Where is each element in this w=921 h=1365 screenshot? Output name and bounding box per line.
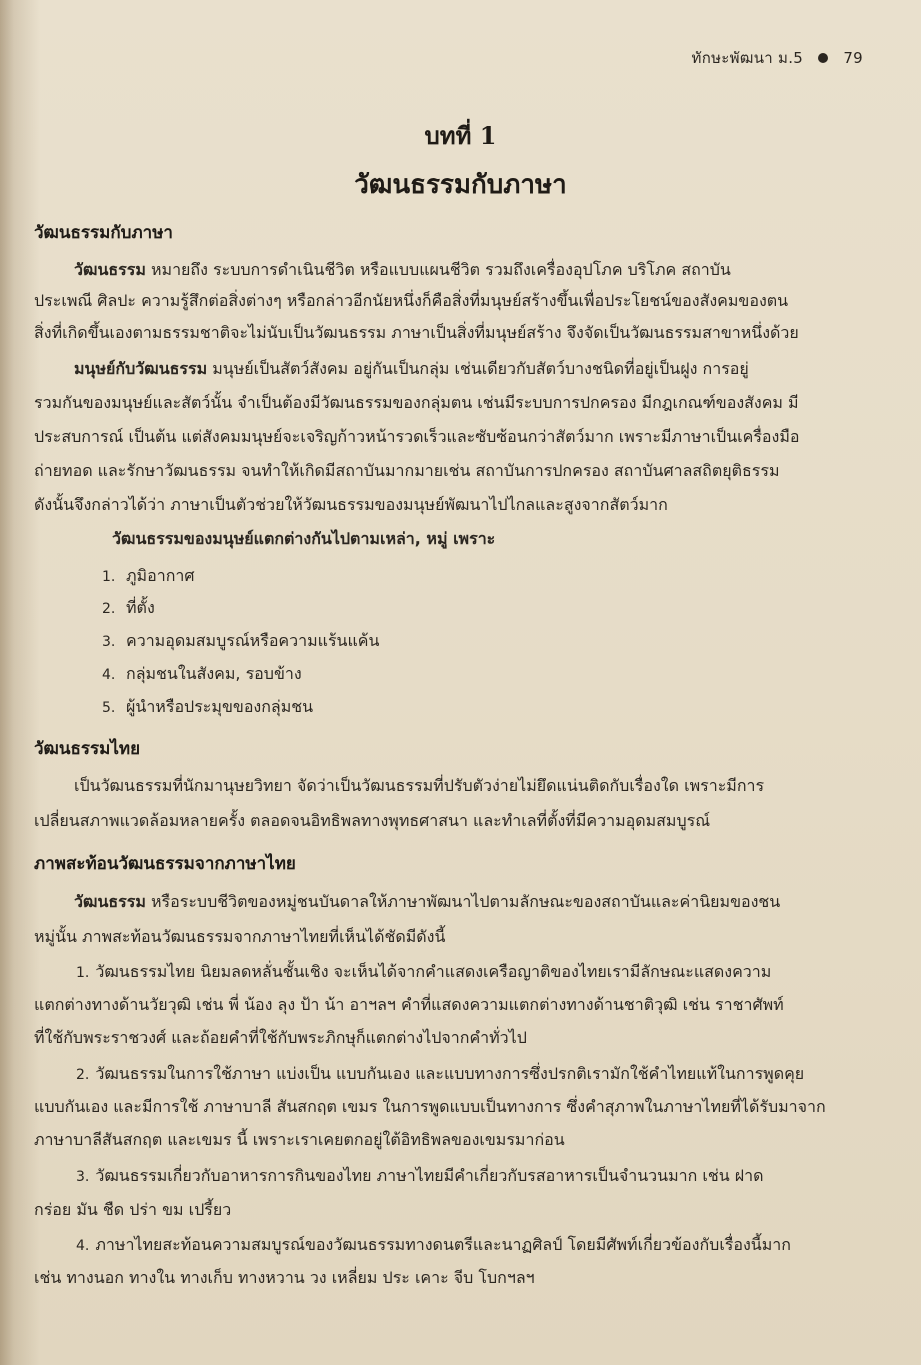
paragraph-line [74, 358, 749, 380]
paragraph-line: เป็นวัฒนธรรมที่นักมานุษยวิทยา จัดว่าเป็นวัฒนธรรมที่ปรับตัวง่ายไม่ยึดแน่นติดกับเรื่องใด เพราะมีการ [74, 776, 765, 795]
list-item [102, 630, 379, 653]
list-item-text: ผู้นำหรือประมุขของกลุ่มชน [126, 697, 314, 716]
paragraph-text: วัฒนธรรมในการใช้ภาษา แบ่งเป็น แบบกันเอง และแบบทางการซึ่งปรกติเรามักใช้คำไทยแท้ในการพูดคุย [95, 1064, 805, 1083]
paragraph-text: มนุษย์เป็นสัตว์สังคม อยู่กันเป็นกลุ่ม เช่นเดียวกับสัตว์บางชนิดที่อยู่เป็นฝูง การอยู่ [212, 359, 749, 378]
paragraph-line: แตกต่างทางด้านวัยวุฒิ เช่น พี่ น้อง ลุง ป้า น้า อาฯลฯ คำที่แสดงความแตกต่างทางด้านชาติวุฒิ เช่น ราชาศัพท์ [34, 995, 784, 1014]
list-item [102, 597, 155, 620]
book-title: ทักษะพัฒนา ม.5 [691, 49, 804, 67]
list-item [102, 696, 313, 719]
section-heading-reflection: ภาพสะท้อนวัฒนธรรมจากภาษาไทย [34, 854, 296, 874]
section-heading-culture-language: วัฒนธรรมกับภาษา [34, 223, 173, 243]
numbered-paragraph [76, 1063, 804, 1086]
paragraph-line: ดังนั้นจึงกล่าวได้ว่า ภาษาเป็นตัวช่วยให้วัฒนธรรมของมนุษย์พัฒนาไปไกลและสูงจากสัตว์มาก [34, 495, 668, 514]
list-item-number: 5. [102, 700, 116, 716]
list-item-number: 3. [102, 634, 116, 650]
paragraph-text: หรือระบบชีวิตของหมู่ชนบันดาลให้ภาษาพัฒนาไปตามลักษณะของสถาบันและค่านิยมของชน [150, 892, 781, 911]
paragraph-line [74, 259, 731, 281]
numbered-paragraph [76, 1165, 764, 1188]
paragraph-line: เปลี่ยนสภาพแวดล้อมหลายครั้ง ตลอดจนอิทธิพลทางพุทธศาสนา และทำเลที่ตั้งที่มีความอุดมสมบูรณ์ [34, 811, 711, 830]
list-item [102, 565, 195, 588]
numbered-paragraph [76, 961, 771, 984]
paragraph-line: สิ่งที่เกิดขึ้นเองตามธรรมชาติจะไม่นับเป็นวัฒนธรรม ภาษาเป็นสิ่งที่มนุษย์สร้าง จึงจัดเป็นวัฒนธรรมสาขาหนึ่งด้วย [34, 323, 799, 342]
paragraph-line: แบบกันเอง และมีการใช้ ภาษาบาลี สันสกฤต เขมร ในการพูดแบบเป็นทางการ ซึ่งคำสุภาพในภาษาไทยที่ได้รับมาจาก [34, 1097, 826, 1116]
list-item-number: 1. [102, 569, 116, 585]
term-culture: วัฒนธรรม [74, 892, 146, 911]
chapter-title: วัฒนธรรมกับภาษา [354, 170, 567, 200]
paragraph-text: ภาษาไทยสะท้อนความสมบูรณ์ของวัฒนธรรมทางดนตรีและนาฏศิลป์ โดยมีศัพท์เกี่ยวข้องกับเรื่องนี้มาก [95, 1235, 791, 1254]
list-item-text: ที่ตั้ง [126, 598, 155, 617]
term-human-culture: มนุษย์กับวัฒนธรรม [74, 359, 208, 378]
paragraph-line: เช่น ทางนอก ทางใน ทางเก็บ ทางหวาน วง เหลี่ยม ประ เคาะ จีบ โบกฯลฯ [34, 1268, 535, 1287]
paragraph-text: หมายถึง ระบบการดำเนินชีวิต หรือแบบแผนชีวิต รวมถึงเครื่องอุปโภค บริโภค สถาบัน [150, 260, 731, 279]
item-number: 3. [76, 1169, 90, 1185]
page-number: 79 [843, 49, 863, 67]
list-item-text: ความอุดมสมบูรณ์หรือความแร้นแค้น [126, 631, 380, 650]
paragraph-line: หมู่นั้น ภาพสะท้อนวัฒนธรรมจากภาษาไทยที่เห็นได้ชัดมีดังนี้ [34, 927, 446, 946]
list-heading: วัฒนธรรมของมนุษย์แตกต่างกันไปตามเหล่า, หมู่ เพราะ [112, 529, 496, 548]
section-heading-thai-culture: วัฒนธรรมไทย [34, 739, 141, 759]
bullet-dot-icon [818, 53, 828, 63]
item-number: 4. [76, 1238, 90, 1254]
item-number: 2. [76, 1067, 90, 1083]
paragraph-line [74, 891, 780, 913]
numbered-paragraph [76, 1234, 791, 1257]
paragraph-line: ภาษาบาลีสันสกฤต และเขมร นี้ เพราะเราเคยตกอยู่ใต้อิทธิพลของเขมรมาก่อน [34, 1130, 565, 1149]
list-item-number: 4. [102, 667, 116, 683]
list-item-number: 2. [102, 601, 116, 617]
paragraph-line: ถ่ายทอด และรักษาวัฒนธรรม จนทำให้เกิดมีสถาบันมากมายเช่น สถาบันการปกครอง สถาบันศาลสถิตยุติธรรม [34, 461, 780, 480]
running-header [692, 46, 863, 70]
paragraph-text: วัฒนธรรมเกี่ยวกับอาหารการกินของไทย ภาษาไทยมีคำเกี่ยวกับรสอาหารเป็นจำนวนมาก เช่น ฝาด [95, 1166, 764, 1185]
paragraph-line: รวมกันของมนุษย์และสัตว์นั้น จำเป็นต้องมีวัฒนธรรมของกลุ่มตน เช่นมีระบบการปกครอง มีกฎเกณฑ์ของสังคม มี [34, 393, 799, 412]
chapter-number: บทที่ 1 [424, 121, 497, 150]
paragraph-line: ประเพณี ศิลปะ ความรู้สึกต่อสิ่งต่างๆ หรือกล่าวอีกนัยหนึ่งก็คือสิ่งที่มนุษย์สร้างขึ้นเพื่อประโยชน์ของสังคมของตน [34, 291, 789, 310]
paragraph-line: กร่อย มัน ชืด ปร่า ขม เปรี้ยว [34, 1200, 232, 1219]
list-item [102, 663, 302, 686]
item-number: 1. [76, 965, 90, 981]
list-item-text: กลุ่มชนในสังคม, รอบข้าง [126, 664, 302, 683]
paragraph-line: ประสบการณ์ เป็นต้น แต่สังคมมนุษย์จะเจริญก้าวหน้ารวดเร็วและซับซ้อนกว่าสัตว์มาก เพราะมีภาษาเป็นเครื่องมือ [34, 427, 800, 446]
term-culture: วัฒนธรรม [74, 260, 146, 279]
list-item-text: ภูมิอากาศ [126, 566, 195, 585]
paragraph-line: ที่ใช้กับพระราชวงศ์ และถ้อยคำที่ใช้กับพระภิกษุก็แตกต่างไปจากคำทั่วไป [34, 1028, 527, 1047]
paragraph-text: วัฒนธรรมไทย นิยมลดหลั่นชั้นเชิง จะเห็นได้จากคำแสดงเครือญาติของไทยเรามีลักษณะแสดงความ [95, 962, 772, 981]
